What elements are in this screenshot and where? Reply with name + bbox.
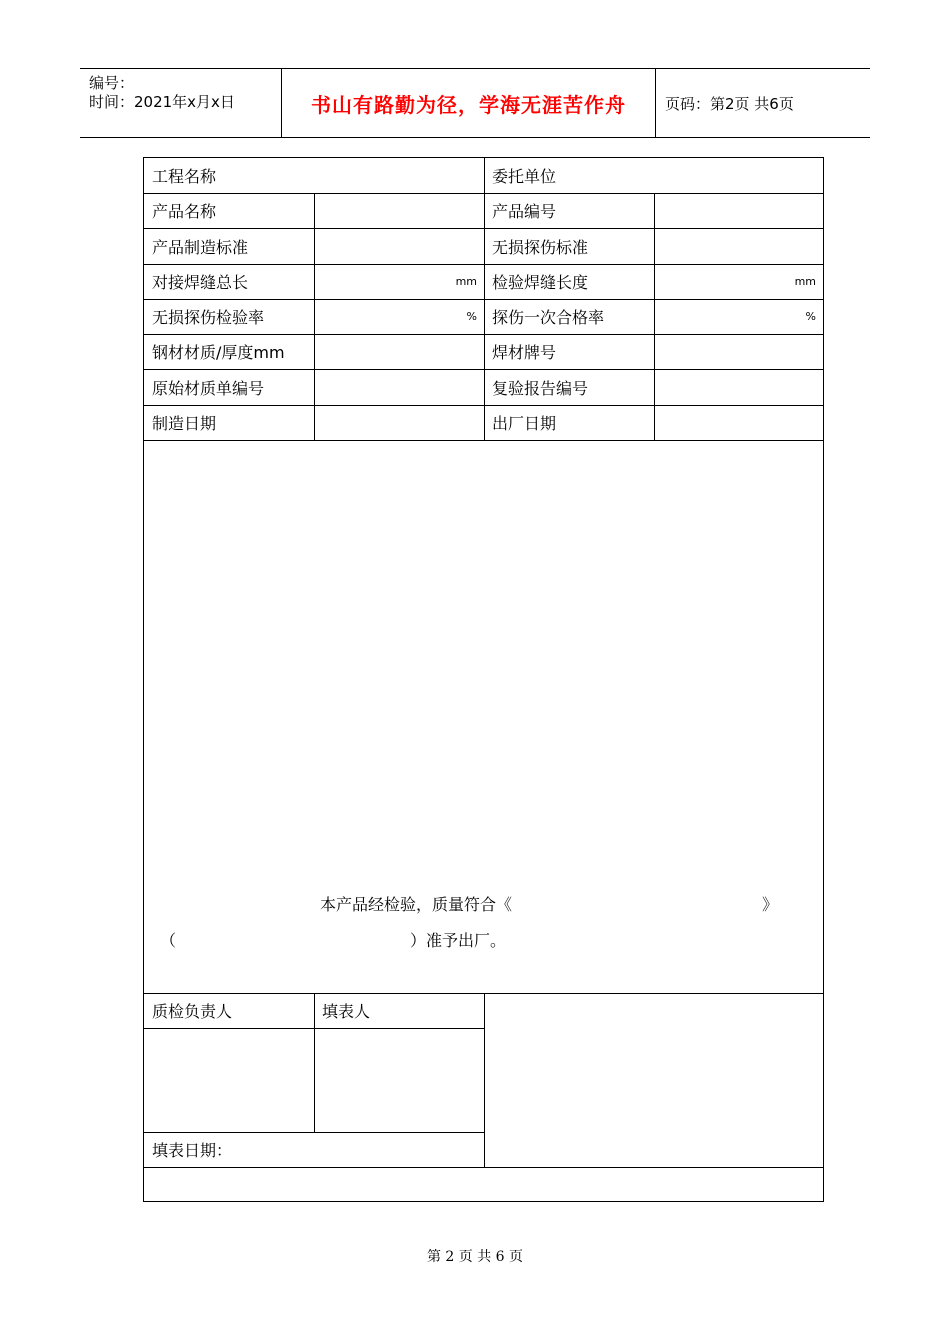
page-footer: 第 2 页 共 6 页	[426, 1249, 524, 1265]
label-fill-date: 填表日期：	[152, 1141, 233, 1160]
statement-line1-end: 》	[762, 895, 779, 914]
header-left-cell	[80, 69, 281, 137]
inspector-signature-field[interactable]	[144, 1028, 314, 1132]
label-manufacturing-standard: 产品制造标准	[152, 237, 249, 257]
unit-percent: %	[805, 310, 816, 323]
retest-report-no-field[interactable]	[654, 369, 823, 405]
document-time-label: 时间：2021年x月x日	[89, 93, 235, 111]
inspection-form	[143, 157, 824, 1202]
label-client-unit: 委托单位	[492, 167, 557, 186]
document-code-label: 编号：	[89, 74, 135, 92]
ndt-inspection-rate-field[interactable]	[314, 299, 484, 334]
label-inspected-weld-length: 检验焊缝长度	[492, 273, 589, 292]
header-page-cell	[655, 69, 870, 137]
label-project-name: 工程名称	[152, 167, 217, 186]
label-steel-material-thickness: 钢材材质/厚度mm	[152, 343, 285, 362]
inspected-weld-length-field[interactable]	[654, 264, 823, 299]
first-pass-rate-field[interactable]	[654, 299, 823, 334]
manufacture-date-field[interactable]	[314, 405, 484, 440]
label-retest-report-no: 复验报告编号	[492, 378, 589, 398]
label-delivery-date: 出厂日期	[492, 414, 557, 433]
delivery-date-field[interactable]	[654, 405, 823, 440]
label-product-name: 产品名称	[152, 202, 217, 221]
label-ndt-inspection-rate: 无损探伤检验率	[152, 308, 265, 327]
product-name-field[interactable]	[314, 193, 484, 228]
unit-mm: mm	[455, 275, 477, 288]
header-motto-cell	[281, 69, 656, 137]
page-header	[80, 68, 870, 138]
label-welding-material-brand: 焊材牌号	[492, 343, 557, 362]
label-manufacture-date: 制造日期	[152, 414, 217, 433]
unit-mm: mm	[794, 275, 816, 288]
header-motto: 书山有路勤为径，学海无涯苦作舟	[311, 92, 626, 117]
statement-line1-start: 本产品经检验，质量符合《	[320, 895, 513, 914]
label-original-material-sheet-no: 原始材质单编号	[152, 378, 265, 398]
label-butt-weld-total-length: 对接焊缝总长	[152, 273, 249, 292]
manufacturing-standard-field[interactable]	[314, 228, 484, 264]
unit-percent: %	[466, 310, 477, 323]
stamp-area[interactable]	[484, 993, 823, 1167]
steel-material-thickness-field[interactable]	[314, 334, 484, 369]
label-form-filler: 填表人	[322, 1002, 371, 1021]
ndt-standard-field[interactable]	[654, 228, 823, 264]
statement-line2-start: （	[160, 931, 177, 950]
statement-line2-end: ）准予出厂。	[410, 931, 507, 950]
label-ndt-standard: 无损探伤标准	[492, 237, 589, 257]
label-first-pass-rate: 探伤一次合格率	[492, 308, 605, 327]
remarks-field[interactable]	[144, 1167, 823, 1201]
label-inspector-in-charge: 质检负责人	[152, 1002, 233, 1021]
welding-material-brand-field[interactable]	[654, 334, 823, 369]
butt-weld-total-length-field[interactable]	[314, 264, 484, 299]
product-number-field[interactable]	[654, 193, 823, 228]
filler-signature-field[interactable]	[314, 1028, 484, 1132]
header-page-info: 页码：第2页 共6页	[665, 94, 794, 113]
label-product-number: 产品编号	[492, 202, 557, 221]
original-material-sheet-no-field[interactable]	[314, 369, 484, 405]
